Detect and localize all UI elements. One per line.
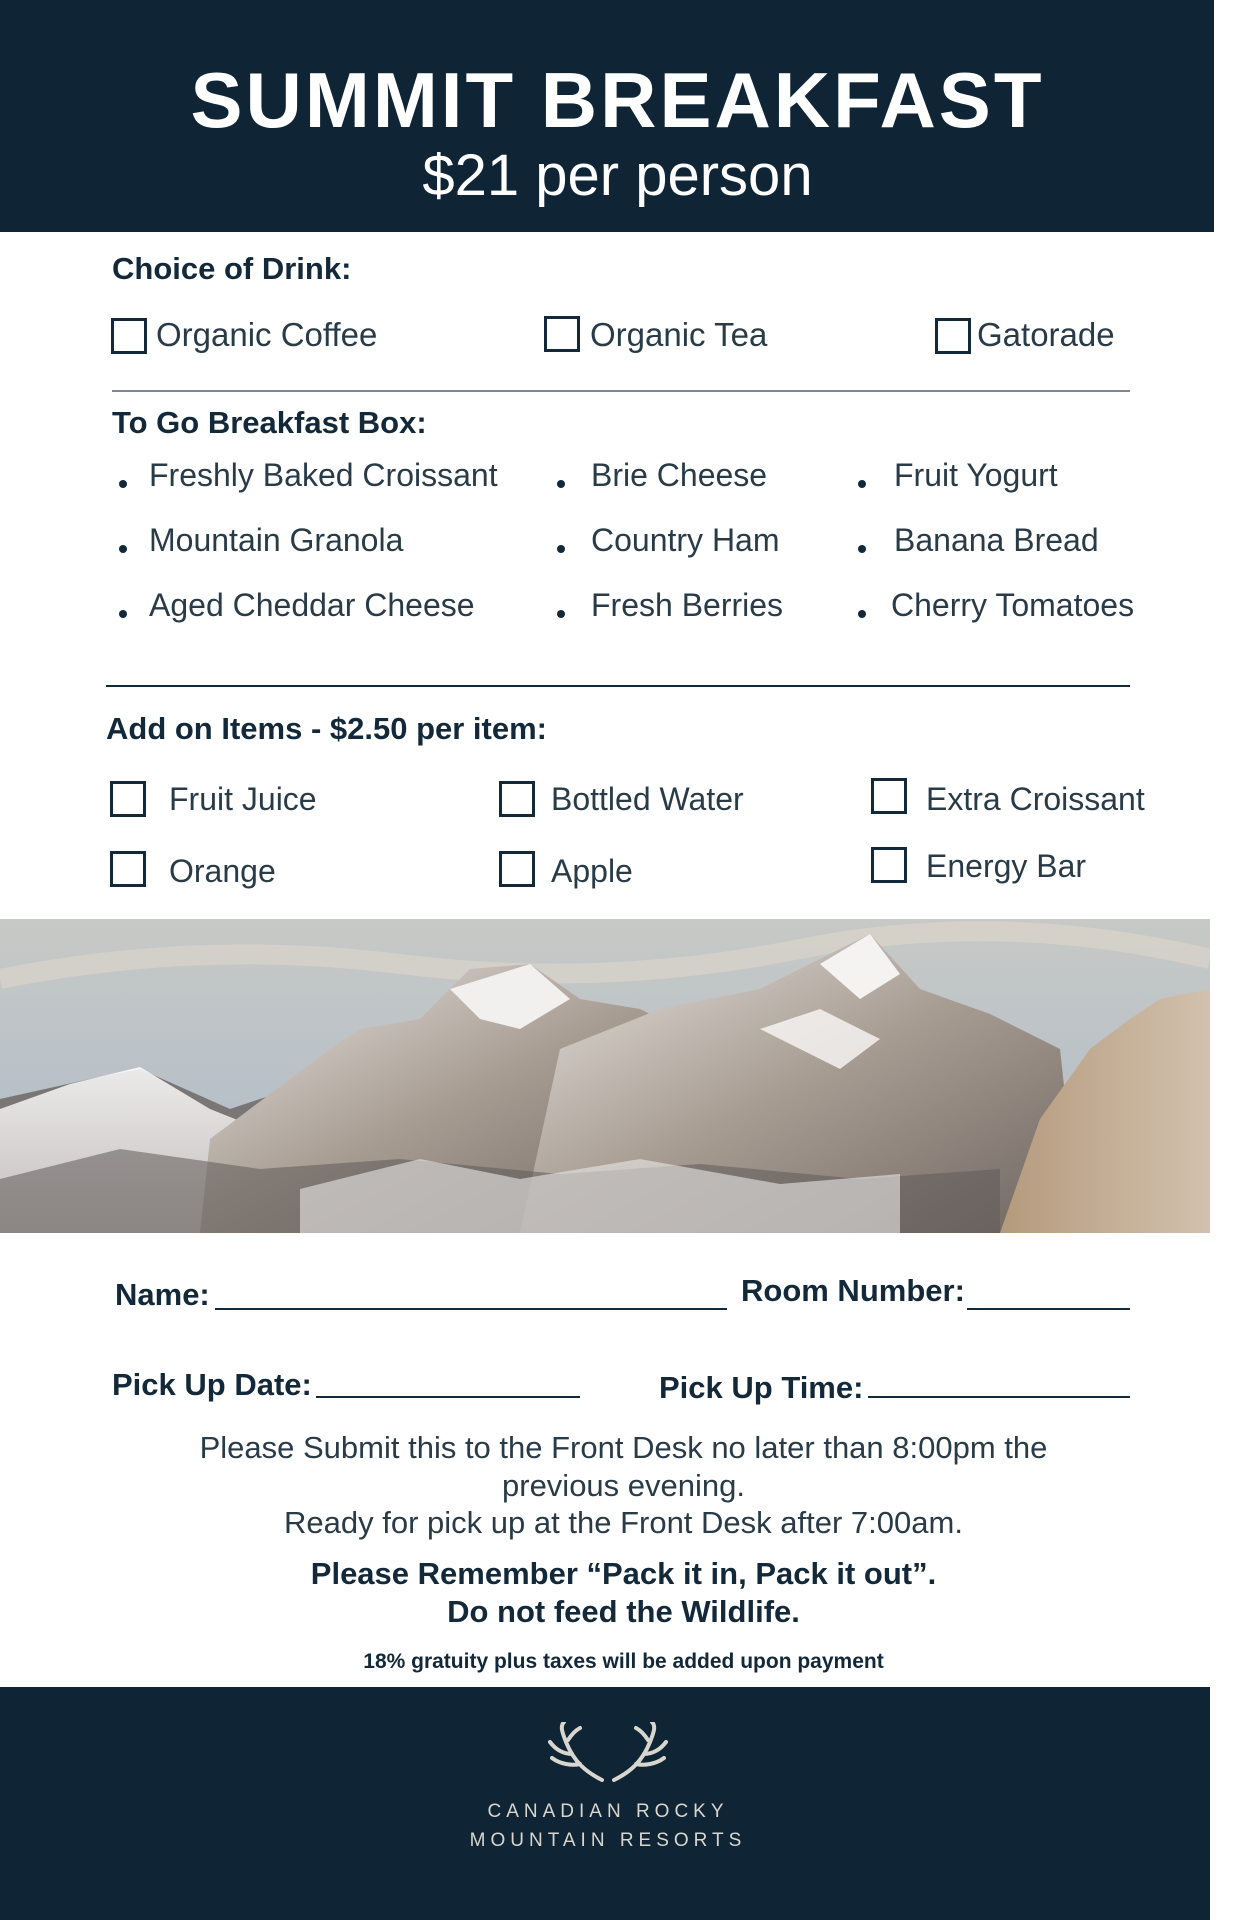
add-ons-heading: Add on Items - $2.50 per item: xyxy=(106,711,547,746)
name-label: Name: xyxy=(115,1277,210,1312)
checkbox-apple[interactable] xyxy=(499,851,535,887)
list-item: Banana Bread xyxy=(894,522,1099,558)
bullet xyxy=(557,480,565,488)
add-on-label: Extra Croissant xyxy=(926,781,1145,817)
add-on-label: Energy Bar xyxy=(926,848,1087,884)
checkbox-organic-tea[interactable] xyxy=(544,316,580,352)
checkbox-energy-bar[interactable] xyxy=(871,847,907,883)
checkbox-gatorade[interactable] xyxy=(935,318,971,354)
name-input-line[interactable] xyxy=(215,1308,727,1310)
checkbox-fruit-juice[interactable] xyxy=(110,781,146,817)
add-on-label: Orange xyxy=(169,853,276,889)
list-item: Aged Cheddar Cheese xyxy=(149,587,475,623)
list-item: Cherry Tomatoes xyxy=(891,587,1135,623)
pickup-date-label: Pick Up Date: xyxy=(112,1367,312,1402)
price-subtitle: $21 per person xyxy=(422,143,813,208)
drink-option-label: Organic Tea xyxy=(590,316,768,353)
list-item: Mountain Granola xyxy=(149,522,404,558)
checkbox-orange[interactable] xyxy=(110,851,146,887)
brand-name-line2: MOUNTAIN RESORTS xyxy=(469,1830,747,1851)
wildlife-line: Do not feed the Wildlife. xyxy=(447,1594,800,1629)
checkbox-organic-coffee[interactable] xyxy=(111,318,147,354)
room-number-input-line[interactable] xyxy=(967,1308,1130,1310)
breakfast-box-heading: To Go Breakfast Box: xyxy=(112,405,427,440)
divider xyxy=(112,390,1130,392)
drink-option-label: Organic Coffee xyxy=(156,316,378,353)
page-title: SUMMIT BREAKFAST xyxy=(190,56,1045,144)
room-number-label: Room Number: xyxy=(741,1273,965,1308)
add-on-label: Bottled Water xyxy=(551,781,744,817)
list-item: Freshly Baked Croissant xyxy=(149,457,498,493)
list-item: Brie Cheese xyxy=(591,457,768,493)
bullet xyxy=(119,480,127,488)
pickup-date-input-line[interactable] xyxy=(316,1396,580,1398)
checkbox-bottled-water[interactable] xyxy=(499,781,535,817)
pickup-time-label: Pick Up Time: xyxy=(659,1370,864,1405)
checkbox-extra-croissant[interactable] xyxy=(871,778,907,814)
gratuity-note: 18% gratuity plus taxes will be added upon payment xyxy=(363,1650,884,1673)
pickup-note: Ready for pick up at the Front Desk after 7:00am. xyxy=(284,1505,963,1540)
add-on-label: Apple xyxy=(551,853,633,889)
reminder-line: Please Remember “Pack it in, Pack it out”. xyxy=(310,1556,937,1591)
bullet xyxy=(557,610,565,618)
list-item: Fruit Yogurt xyxy=(894,457,1058,493)
pickup-time-input-line[interactable] xyxy=(868,1396,1130,1398)
antlers-icon xyxy=(546,1722,670,1784)
bullet xyxy=(119,610,127,618)
brand-name-line1: CANADIAN ROCKY xyxy=(487,1801,729,1822)
bullet xyxy=(858,610,866,618)
list-item: Fresh Berries xyxy=(591,587,784,623)
bullet xyxy=(858,545,866,553)
list-item: Country Ham xyxy=(591,522,780,558)
drink-option-label: Gatorade xyxy=(977,316,1115,353)
mountain-photo xyxy=(0,919,1210,1233)
bullet xyxy=(858,480,866,488)
bullet xyxy=(119,545,127,553)
add-on-label: Fruit Juice xyxy=(169,781,317,817)
bullet xyxy=(557,545,565,553)
submit-note: Please Submit this to the Front Desk no later than 8:00pm the previous evening. xyxy=(199,1430,1048,1503)
divider xyxy=(106,685,1130,687)
drink-heading: Choice of Drink: xyxy=(112,251,352,286)
